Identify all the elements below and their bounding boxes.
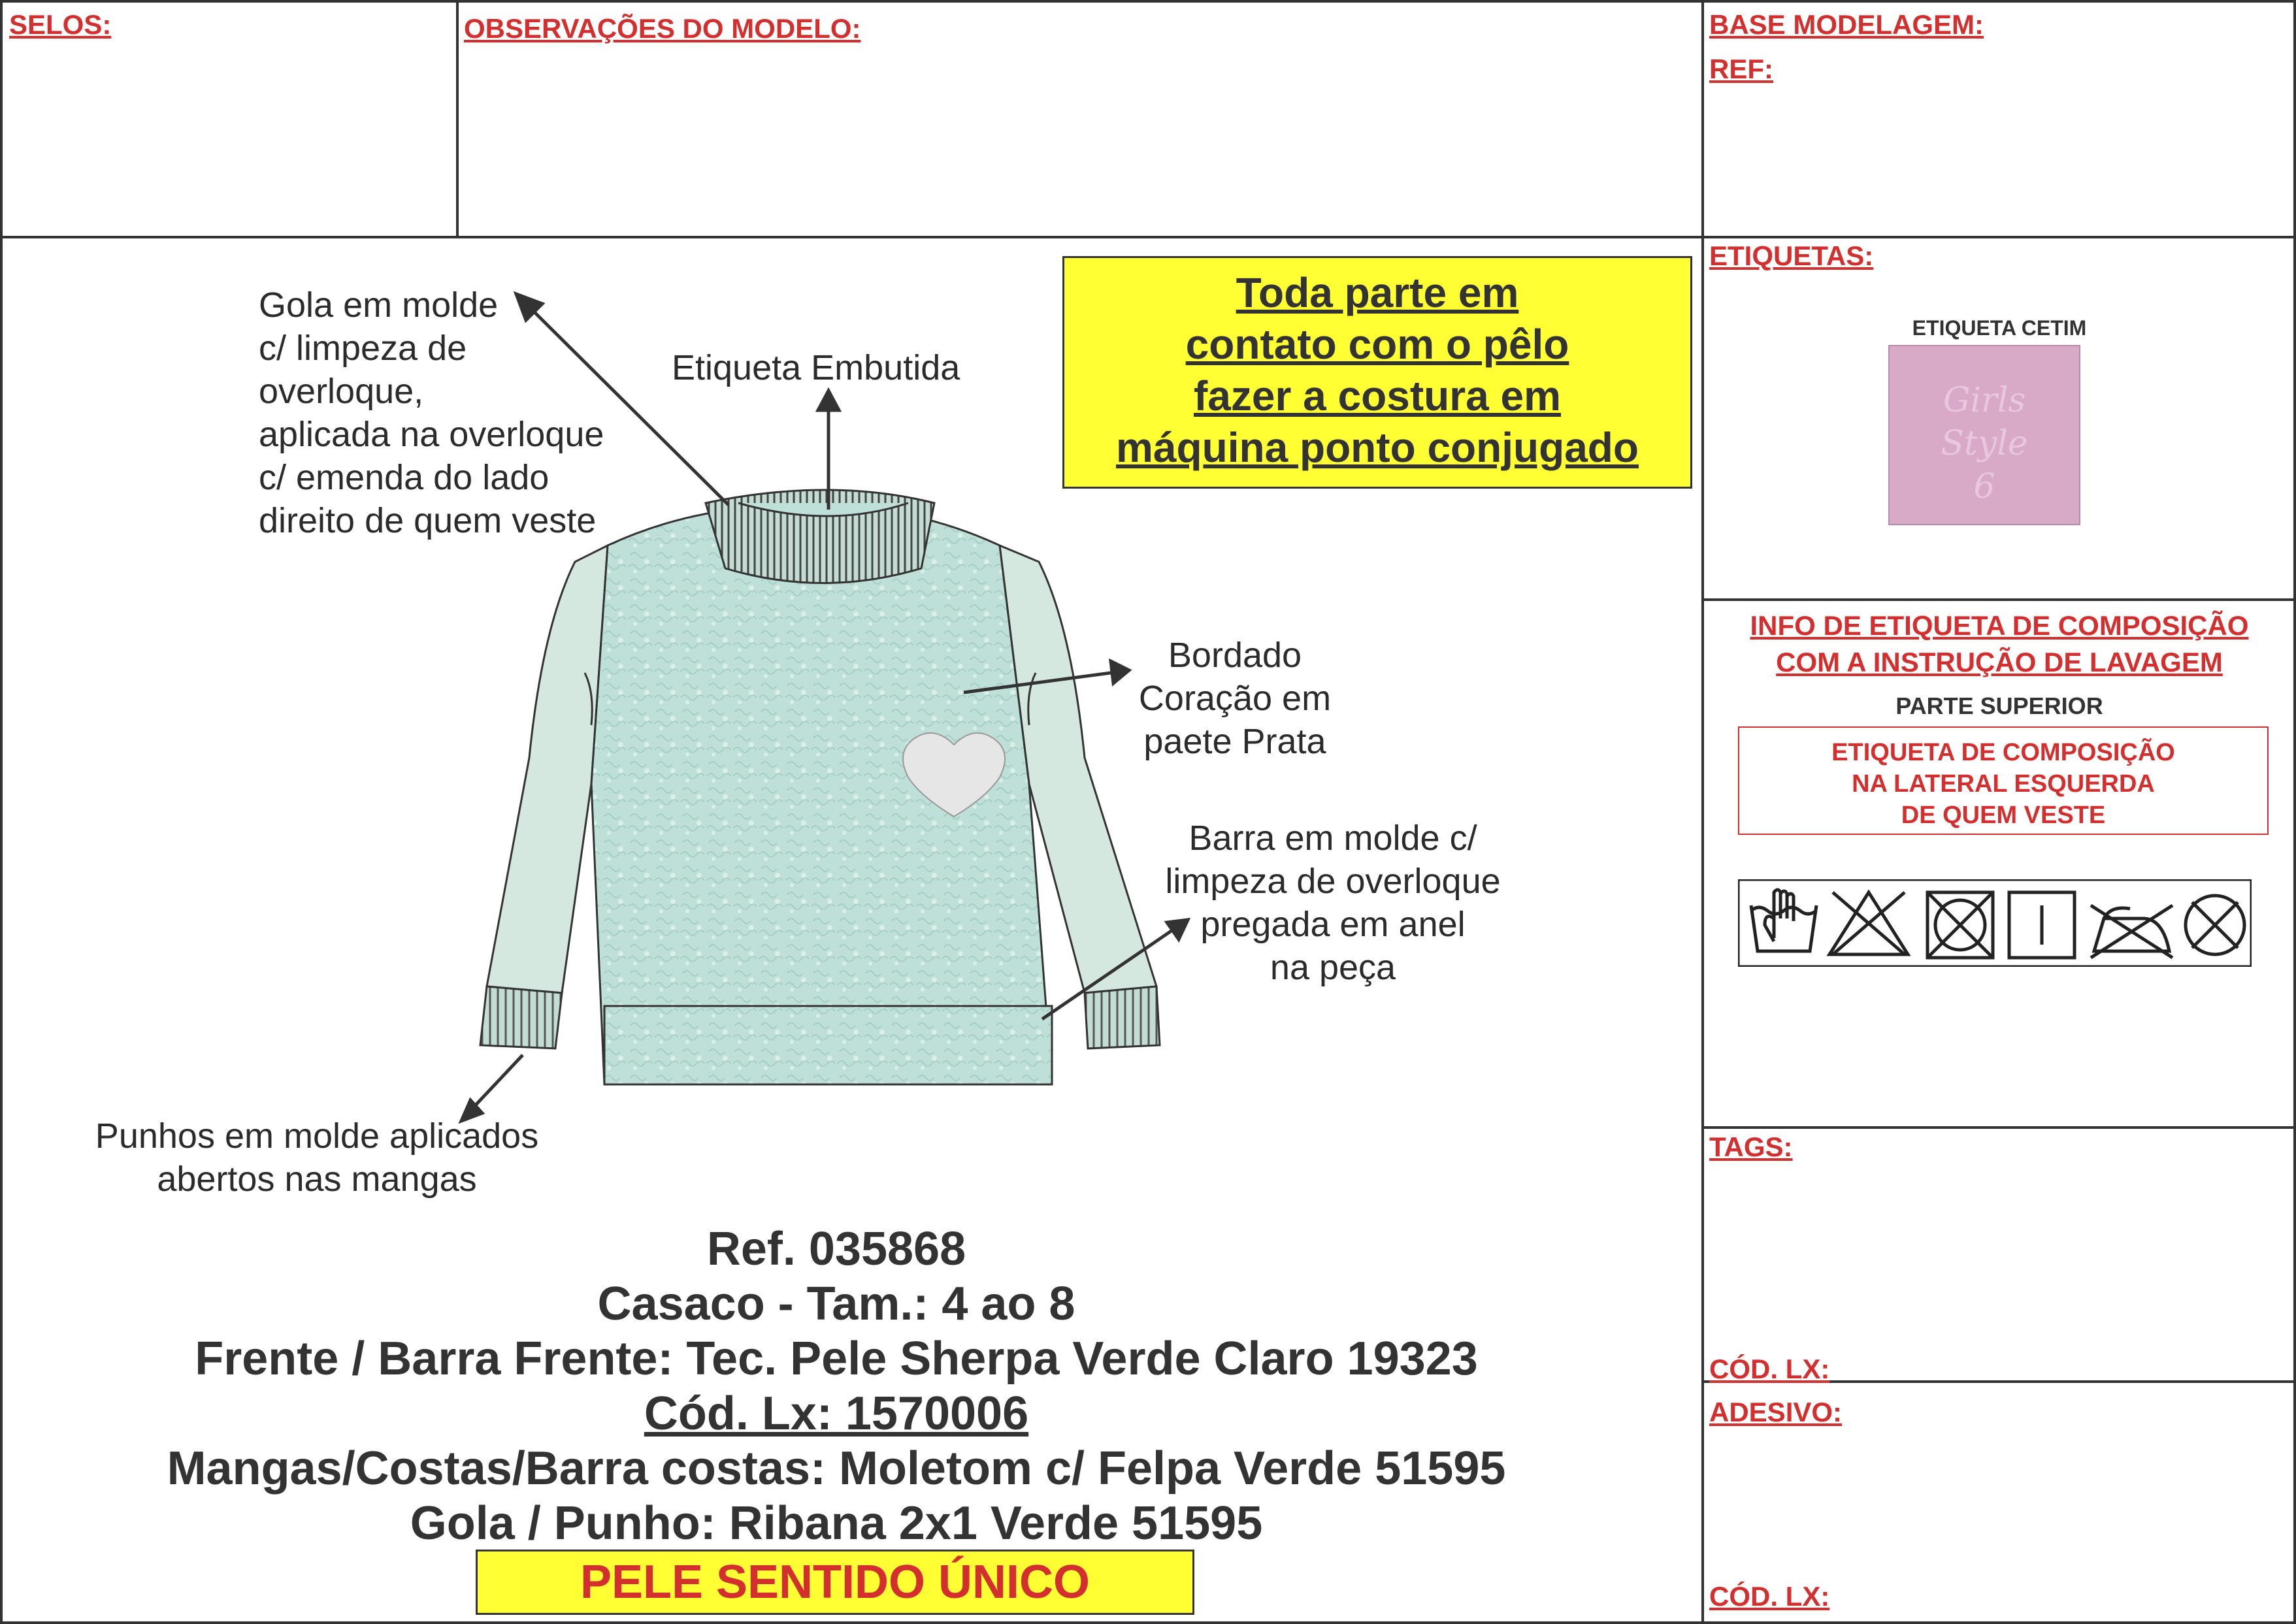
composicao-line-2: NA LATERAL ESQUERDA [1852,770,2155,798]
hem-band [604,1006,1052,1084]
observacoes-label: OBSERVAÇÕES DO MODELO: [464,13,861,44]
spec-gola-punho: Gola / Punho: Ribana 2x1 Verde 51595 [410,1497,1263,1550]
bordado-annotation [1111,634,1359,763]
parte-superior-label: PARTE SUPERIOR [1895,692,2103,719]
bordado-line-1: Bordado [1168,636,1302,675]
etiqueta-embutida-annotation: Etiqueta Embutida [672,348,960,387]
notice-line-2: contato com o pêlo [1185,321,1569,368]
adesivo-label: ADESIVO: [1709,1397,1843,1427]
satin-label [1888,345,2080,525]
info-title-2: COM A INSTRUÇÃO DE LAVAGEM [1776,647,2223,677]
composicao-line-1: ETIQUETA DE COMPOSIÇÃO [1831,739,2175,766]
barra-line-2: limpeza de overloque [1165,862,1501,901]
gola-line-6: direito de quem veste [259,501,597,540]
cod-lx-adesivo-label: CÓD. LX: [1709,1581,1830,1612]
barra-annotation [1137,817,1529,989]
cod-lx-tags-label: CÓD. LX: [1709,1354,1830,1384]
pele-sentido-text: PELE SENTIDO ÚNICO [580,1556,1091,1608]
gola-line-3: overloque, [259,372,424,411]
spec-frente: Frente / Barra Frente: Tec. Pele Sherpa Verde Claro 19323 [195,1333,1478,1385]
selos-label: SELOS: [9,9,112,40]
left-sleeve [487,545,608,993]
etiquetas-label: ETIQUETAS: [1709,240,1874,271]
gola-line-2: c/ limpeza de [259,329,467,368]
gola-line-5: c/ emenda do lado [259,458,549,497]
gola-line-4: aplicada na overloque [259,415,604,454]
gola-line-1: Gola em molde [259,285,499,325]
label-text-3: 6 [1973,467,1995,506]
spec-block [0,1222,1673,1551]
care-icons-strip [1738,879,2252,967]
punhos-line-1: Punhos em molde aplicados [95,1116,539,1156]
composicao-line-3: DE QUEM VESTE [1901,802,2106,829]
info-title-1: INFO DE ETIQUETA DE COMPOSIÇÃO [1750,610,2249,641]
gola-annotation [259,284,604,542]
notice-line-1: Toda parte em [1236,269,1519,316]
bordado-line-2: Coração em [1138,679,1332,718]
punhos-annotation [59,1114,575,1201]
barra-line-1: Barra em molde c/ [1189,819,1477,858]
barra-line-3: pregada em anel [1200,905,1466,944]
pele-sentido-box [476,1550,1194,1615]
etiqueta-cetim-title: ETIQUETA CETIM [1912,316,2087,340]
composicao-box [1738,726,2269,835]
label-text-1: Girls [1943,381,2026,420]
spec-mangas: Mangas/Costas/Barra costas: Moletom c/ Felpa Verde 51595 [167,1442,1506,1495]
spec-ref: Ref. 035868 [706,1223,966,1275]
spec-cod-lx: Cód. Lx: 1570006 [644,1388,1029,1440]
spec-casaco: Casaco - Tam.: 4 ao 8 [597,1278,1075,1330]
label-text-2: Style [1941,424,2028,463]
notice-line-3: fazer a costura em [1193,372,1562,419]
barra-line-4: na peça [1270,948,1396,987]
punhos-line-2: abertos nas mangas [157,1160,477,1199]
info-etiqueta-title [1703,608,2296,681]
base-modelagem-label: BASE MODELAGEM: [1709,9,1984,40]
tags-label: TAGS: [1709,1131,1793,1162]
bordado-line-3: paete Prata [1143,722,1326,761]
notice-line-4: máquina ponto conjugado [1116,424,1639,471]
right-cuff [1085,986,1160,1048]
ref-label: REF: [1709,54,1773,84]
left-cuff [480,986,562,1048]
